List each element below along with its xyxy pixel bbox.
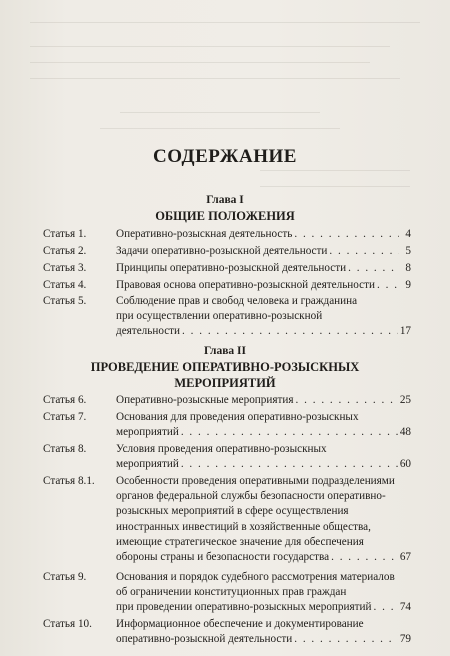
entry-text-line: Основания и порядок судебного рассмотрения материалов bbox=[116, 571, 395, 583]
leader-dots bbox=[348, 261, 399, 276]
entry-text-line: Информационное обеспечение и документирование bbox=[116, 618, 364, 630]
entry-text: деятельности bbox=[116, 325, 181, 338]
entry-page: 60 bbox=[399, 458, 411, 471]
toc-entry[interactable] bbox=[43, 474, 411, 565]
toc-entry[interactable] bbox=[43, 617, 411, 647]
entry-page: 4 bbox=[405, 228, 411, 240]
entry-page: 8 bbox=[405, 262, 411, 274]
toc-entry[interactable] bbox=[43, 570, 411, 616]
toc-entry[interactable] bbox=[43, 278, 411, 293]
entry-text: мероприятий bbox=[116, 426, 179, 439]
leader-dots bbox=[182, 324, 398, 339]
chapter-title bbox=[0, 359, 450, 391]
entry-text: оперативно-розыскной деятельности bbox=[116, 633, 293, 646]
leader-dots bbox=[374, 600, 398, 615]
entry-text-line: розыскных мероприятий в сфере осуществления bbox=[116, 505, 349, 518]
entry-label: Статья 8.1. bbox=[43, 475, 95, 487]
entry-text-line: об ограничении конституционных прав граждан bbox=[116, 586, 347, 599]
toc-entry[interactable] bbox=[43, 227, 411, 242]
toc-entry[interactable] bbox=[43, 410, 411, 440]
chapter-title-line: ОБЩИЕ ПОЛОЖЕНИЯ bbox=[155, 209, 295, 223]
entry-label: Статья 8. bbox=[43, 443, 87, 455]
entry-label: Статья 6. bbox=[43, 394, 87, 406]
entry-text: Правовая основа оперативно-розыскной деятельности bbox=[116, 279, 376, 291]
entry-label: Статья 2. bbox=[43, 245, 87, 257]
entry-text: Принципы оперативно-розыскной деятельности bbox=[116, 262, 347, 274]
entry-page: 79 bbox=[399, 633, 411, 646]
entry-text-line: имеющие стратегическое значение для обеспечения bbox=[116, 535, 364, 548]
entry-text-line: иностранных инвестиций в хозяйственные общества, bbox=[116, 520, 371, 533]
entry-text: обороны страны и безопасности государства bbox=[116, 551, 330, 564]
entry-text-line: Условия проведения оперативно-розыскных bbox=[116, 443, 327, 455]
leader-dots bbox=[329, 244, 399, 259]
entry-page: 74 bbox=[399, 601, 411, 614]
leader-dots bbox=[296, 393, 398, 408]
toc-entry[interactable] bbox=[43, 261, 411, 276]
chapter-title-line: ПРОВЕДЕНИЕ ОПЕРАТИВНО-РОЗЫСКНЫХ bbox=[90, 360, 360, 374]
entry-page: 17 bbox=[399, 325, 411, 338]
toc-entry[interactable] bbox=[43, 294, 411, 340]
entry-label: Статья 7. bbox=[43, 411, 87, 423]
entry-page: 9 bbox=[405, 279, 411, 291]
entry-page: 67 bbox=[399, 551, 411, 564]
toc-entry[interactable] bbox=[43, 244, 411, 259]
page-title: СОДЕРЖАНИЕ bbox=[153, 146, 297, 167]
chapter-number: Глава II bbox=[203, 345, 246, 357]
entry-label: Статья 9. bbox=[43, 571, 87, 583]
toc-entry[interactable] bbox=[43, 442, 411, 472]
entry-text: Оперативно-розыскные мероприятия bbox=[116, 394, 294, 406]
entry-text-line: органов федеральной службы безопасности оперативно- bbox=[116, 490, 386, 503]
leader-dots bbox=[181, 425, 398, 440]
entry-text: при проведении оперативно-розыскных мероприятий bbox=[116, 601, 372, 614]
chapter-title bbox=[0, 208, 450, 224]
chapter-title-line: МЕРОПРИЯТИЙ bbox=[174, 376, 276, 390]
entry-label: Статья 4. bbox=[43, 279, 87, 291]
entry-label: Статья 5. bbox=[43, 295, 87, 307]
entry-text-line: Основания для проведения оперативно-розыскных bbox=[116, 411, 359, 423]
entry-label: Статья 1. bbox=[43, 228, 87, 240]
toc-entry[interactable] bbox=[43, 393, 411, 408]
entry-label: Статья 10. bbox=[43, 618, 92, 630]
entry-text: Оперативно-розыскная деятельность bbox=[116, 228, 293, 240]
leader-dots bbox=[331, 550, 398, 565]
leader-dots bbox=[294, 227, 399, 242]
entry-text-line: Особенности проведения оперативными подразделениями bbox=[116, 475, 395, 487]
entry-page: 48 bbox=[399, 426, 411, 439]
entry-text-line: при осуществлении оперативно-розыскной bbox=[116, 310, 323, 323]
entry-text: мероприятий bbox=[116, 458, 179, 471]
entry-text-line: Соблюдение прав и свобод человека и гражданина bbox=[116, 295, 358, 307]
leader-dots bbox=[377, 278, 399, 293]
entry-page: 25 bbox=[399, 394, 411, 406]
leader-dots bbox=[294, 632, 398, 647]
entry-page: 5 bbox=[405, 245, 411, 257]
leader-dots bbox=[181, 457, 398, 472]
entry-label: Статья 3. bbox=[43, 262, 87, 274]
chapter-number: Глава I bbox=[206, 194, 244, 206]
entry-text: Задачи оперативно-розыскной деятельности bbox=[116, 245, 328, 257]
